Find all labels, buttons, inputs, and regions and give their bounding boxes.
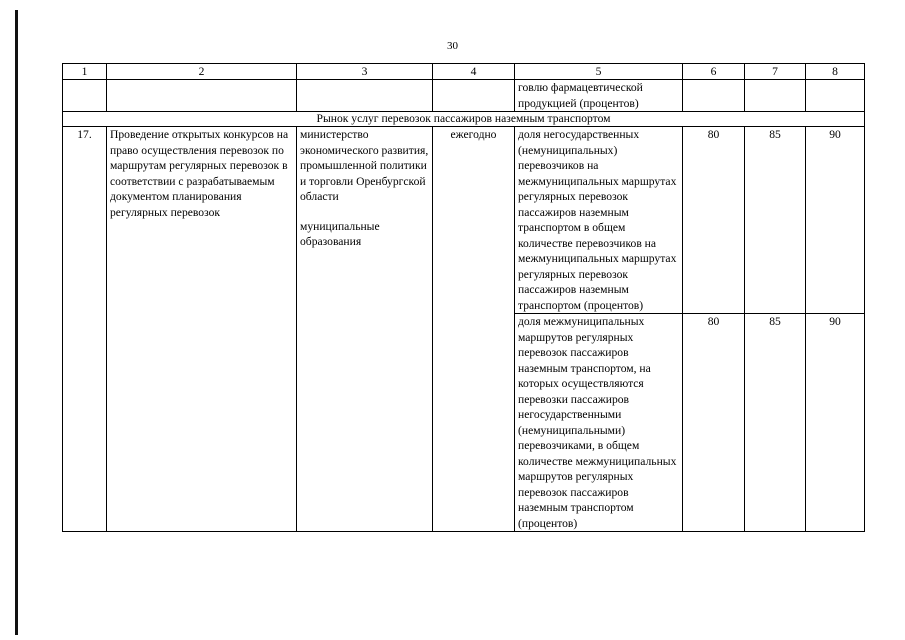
table-cell-empty [107, 80, 297, 112]
column-number: 7 [745, 64, 806, 80]
section-row [63, 112, 865, 127]
table-cell-empty [683, 80, 745, 112]
column-number: 6 [683, 64, 745, 80]
indicator-value-col7: 85 [745, 314, 806, 532]
column-number: 5 [515, 64, 683, 80]
indicator-value-col8: 90 [806, 314, 865, 532]
table-cell-empty [806, 80, 865, 112]
indicator-text: доля межмуниципальных маршрутов регулярных перевозок пассажиров наземным транспортом, на которых осуществляются перевозки пассажиров негосударственными (немуниципальными) перевозчиками, в общем количестве межмуниципальных маршрутов регулярных перевозок пассажиров наземным транспортом (процентов) [515, 314, 683, 532]
measure-text: Проведение открытых конкурсов на право осуществления перевозок по маршрутам регулярных перевозок в соответствии с разрабатываемым документом планирования регулярных перевозок [110, 128, 289, 219]
row-number: 17. [63, 127, 107, 532]
column-number-row [63, 64, 865, 80]
table-cell-empty [433, 80, 515, 112]
scan-edge-shadow [15, 10, 18, 635]
column-number: 1 [63, 64, 107, 80]
table-row-17 [63, 127, 865, 314]
continued-indicator: говлю фармацевтической продукцией (процентов) [515, 80, 683, 112]
period-cell: ежегодно [433, 127, 515, 532]
indicator-value-col8: 90 [806, 127, 865, 314]
table-cell-empty [297, 80, 433, 112]
responsible-municipal: муниципальные образования [300, 219, 380, 248]
responsible-cell [297, 127, 433, 532]
column-number: 8 [806, 64, 865, 80]
column-number: 3 [297, 64, 433, 80]
continued-row [63, 80, 865, 112]
indicator-value-col6: 80 [683, 314, 745, 532]
page-number: 30 [447, 40, 458, 52]
column-number: 4 [433, 64, 515, 80]
measures-table [62, 63, 865, 532]
column-number: 2 [107, 64, 297, 80]
table-cell-empty [63, 80, 107, 112]
table-cell-empty [745, 80, 806, 112]
section-title: Рынок услуг перевозок пассажиров наземным транспортом [63, 112, 865, 127]
indicator-value-col7: 85 [745, 127, 806, 314]
indicator-value-col6: 80 [683, 127, 745, 314]
indicator-text: доля негосударственных (немуниципальных) перевозчиков на межмуниципальных маршрутах регулярных перевозок пассажиров наземным транспортом в общем количестве перевозчиков на межмуниципальных маршрутах регулярных перевозок пассажиров наземным транспортом (процентов) [515, 127, 683, 314]
measure-cell [107, 127, 297, 532]
responsible-ministry: министерство экономического развития, промышленной политики и торговли Оренбургской области [300, 128, 429, 203]
